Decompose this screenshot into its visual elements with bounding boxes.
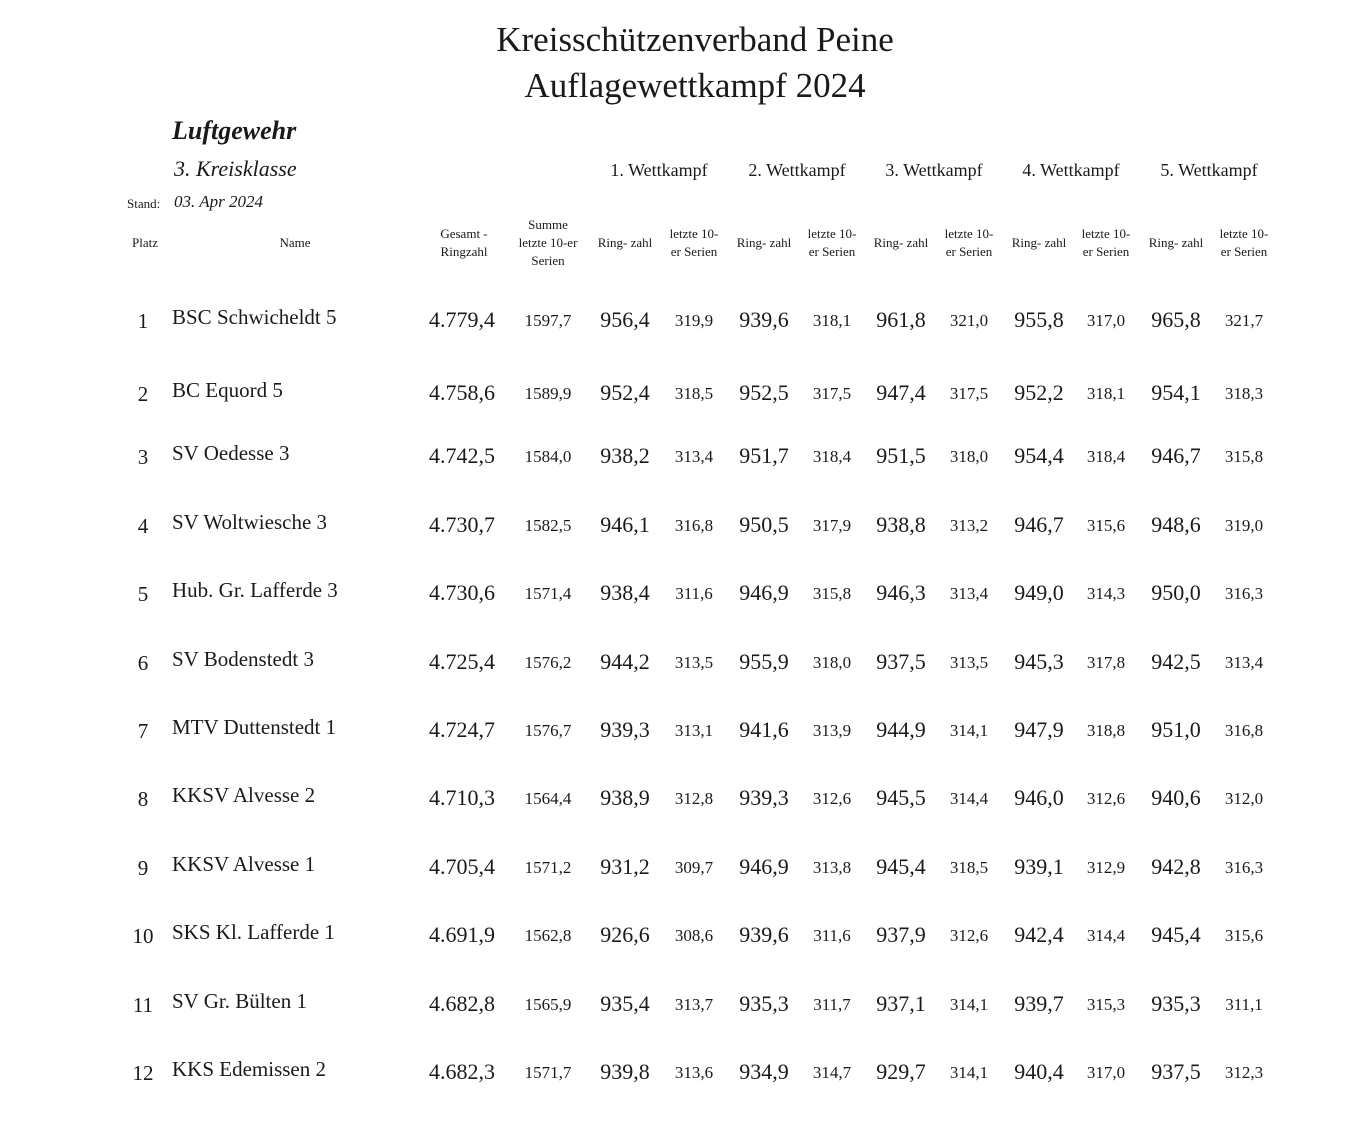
wettkampf-1-ringzahl-cell: 935,4 — [600, 991, 650, 1016]
wettkampf-5-ringzahl-cell: 954,1 — [1151, 380, 1201, 405]
wettkampf-5-ringzahl-cell: 935,3 — [1151, 991, 1201, 1016]
wettkampf-3-ringzahl-cell: 944,9 — [876, 717, 926, 742]
wettkampf-1-serien-cell: 316,8 — [674, 516, 714, 535]
summe-serien-cell: 1571,2 — [524, 858, 572, 877]
wettkampf-4-ringzahl-cell: 945,3 — [1014, 649, 1064, 674]
wettkampf-2-serien-cell: 317,5 — [812, 384, 852, 403]
gesamt-ringzahl-cell: 4.682,3 — [429, 1059, 495, 1084]
wettkampf-3-ringzahl-cell: 937,9 — [876, 922, 926, 947]
summe-serien-cell: 1562,8 — [524, 926, 572, 945]
wettkampf-2-serien-cell: 313,8 — [812, 858, 852, 877]
wettkampf-1-serien-cell: 308,6 — [674, 926, 714, 945]
table-row — [0, 378, 1354, 418]
gesamt-ringzahl-cell: 4.682,8 — [429, 991, 495, 1016]
platz-cell: 2 — [137, 382, 149, 406]
col-header-ring-3: Ring- zahl — [873, 235, 929, 250]
col-header-serien-line2: er Serien — [670, 244, 718, 259]
wettkampf-5-serien-cell: 315,8 — [1224, 447, 1264, 466]
gesamt-ringzahl-cell: 4.779,4 — [429, 307, 495, 332]
wettkampf-4-serien-cell: 312,6 — [1086, 789, 1126, 808]
wettkampf-4-ringzahl-cell: 946,0 — [1014, 785, 1064, 810]
col-header-platz: Platz — [132, 235, 158, 250]
wettkampf-1-serien-cell: 313,7 — [674, 995, 714, 1014]
platz-cell: 9 — [137, 856, 149, 880]
wettkampf-5-ringzahl-cell: 951,0 — [1151, 717, 1201, 742]
wettkampf-5-serien-cell: 319,0 — [1224, 516, 1264, 535]
col-header-ring-1: Ring- zahl — [597, 235, 653, 250]
summe-serien-cell: 1564,4 — [524, 789, 572, 808]
wettkampf-4-serien-cell: 317,0 — [1086, 1063, 1126, 1082]
wettkampf-4-ringzahl-cell: 949,0 — [1014, 580, 1064, 605]
wettkampf-3-serien-cell: 313,5 — [949, 653, 989, 672]
wettkampf-4-ringzahl-cell: 955,8 — [1014, 307, 1064, 332]
wettkampf-1-ringzahl-cell: 938,4 — [600, 580, 650, 605]
wettkampf-3-serien-cell: 313,4 — [949, 584, 989, 603]
wettkampf-3-ringzahl-cell: 929,7 — [876, 1059, 926, 1084]
gesamt-ringzahl-cell: 4.710,3 — [429, 785, 495, 810]
wettkampf-4-ringzahl-cell: 940,4 — [1014, 1059, 1064, 1084]
col-header-gesamt-line1: Gesamt - — [440, 226, 488, 241]
wettkampf-5-ringzahl-cell: 940,6 — [1151, 785, 1201, 810]
stand-date: 03. Apr 2024 — [174, 192, 263, 211]
wettkampf-5-ringzahl-cell: 948,6 — [1151, 512, 1201, 537]
col-header-name: Name — [279, 235, 311, 250]
class-heading: 3. Kreisklasse — [174, 156, 297, 181]
wettkampf-1-ringzahl-cell: 931,2 — [600, 854, 650, 879]
wettkampf-2-ringzahl-cell: 955,9 — [739, 649, 789, 674]
wettkampf-1-serien-cell: 313,6 — [674, 1063, 714, 1082]
wettkampf-3-heading: 3. Wettkampf — [885, 160, 983, 180]
wettkampf-5-serien-cell: 316,3 — [1224, 584, 1264, 603]
wettkampf-3-serien-cell: 314,1 — [949, 721, 989, 740]
summe-serien-cell: 1576,7 — [524, 721, 572, 740]
col-header-summe-line2: letzte 10-er — [518, 235, 578, 250]
table-row — [0, 305, 1354, 345]
wettkampf-5-heading: 5. Wettkampf — [1160, 160, 1258, 180]
col-header-ring-4: Ring- zahl — [1011, 235, 1067, 250]
wettkampf-3-serien-cell: 314,1 — [949, 1063, 989, 1082]
page-title: Kreisschützenverband Peine — [496, 20, 894, 59]
summe-serien-cell: 1582,5 — [524, 516, 572, 535]
wettkampf-1-ringzahl-cell: 939,8 — [600, 1059, 650, 1084]
wettkampf-5-serien-cell: 318,3 — [1224, 384, 1264, 403]
col-header-gesamt-line2: Ringzahl — [440, 244, 488, 259]
platz-cell: 1 — [137, 309, 149, 333]
wettkampf-5-ringzahl-cell: 942,5 — [1151, 649, 1201, 674]
platz-cell: 4 — [137, 514, 149, 538]
wettkampf-3-ringzahl-cell: 938,8 — [876, 512, 926, 537]
wettkampf-4-serien-cell: 318,1 — [1086, 384, 1126, 403]
wettkampf-3-ringzahl-cell: 961,8 — [876, 307, 926, 332]
platz-cell: 12 — [132, 1061, 154, 1085]
wettkampf-1-serien-cell: 312,8 — [674, 789, 714, 808]
summe-serien-cell: 1589,9 — [524, 384, 572, 403]
wettkampf-5-ringzahl-cell: 965,8 — [1151, 307, 1201, 332]
stand-label: Stand: — [127, 196, 161, 211]
wettkampf-3-ringzahl-cell: 937,5 — [876, 649, 926, 674]
col-header-summe-line3: Serien — [531, 253, 565, 268]
wettkampf-5-serien-cell: 316,3 — [1224, 858, 1264, 877]
wettkampf-4-heading: 4. Wettkampf — [1022, 160, 1120, 180]
table-row — [0, 441, 1354, 481]
wettkampf-2-heading: 2. Wettkampf — [748, 160, 846, 180]
team-name-cell: MTV Duttenstedt 1 — [172, 715, 337, 739]
table-row — [0, 1057, 1354, 1097]
gesamt-ringzahl-cell: 4.758,6 — [429, 380, 495, 405]
wettkampf-3-ringzahl-cell: 945,4 — [876, 854, 926, 879]
wettkampf-5-serien-cell: 315,6 — [1224, 926, 1264, 945]
wettkampf-4-serien-cell: 315,6 — [1086, 516, 1126, 535]
col-header-serien-line2: er Serien — [808, 244, 856, 259]
wettkampf-2-serien-cell: 315,8 — [812, 584, 852, 603]
wettkampf-3-serien-cell: 313,2 — [949, 516, 989, 535]
wettkampf-2-ringzahl-cell: 951,7 — [739, 443, 789, 468]
gesamt-ringzahl-cell: 4.730,7 — [429, 512, 495, 537]
wettkampf-5-serien-cell: 321,7 — [1224, 311, 1264, 330]
gesamt-ringzahl-cell: 4.691,9 — [429, 922, 495, 947]
wettkampf-2-ringzahl-cell: 939,3 — [739, 785, 789, 810]
col-header-serien-line1: letzte 10- — [1219, 226, 1269, 241]
page-subtitle: Auflagewettkampf 2024 — [524, 66, 866, 105]
gesamt-ringzahl-cell: 4.725,4 — [429, 649, 495, 674]
wettkampf-5-ringzahl-cell: 937,5 — [1151, 1059, 1201, 1084]
wettkampf-4-serien-cell: 314,4 — [1086, 926, 1126, 945]
wettkampf-1-serien-cell: 309,7 — [674, 858, 714, 877]
wettkampf-3-ringzahl-cell: 951,5 — [876, 443, 926, 468]
col-header-serien-line2: er Serien — [945, 244, 993, 259]
wettkampf-3-serien-cell: 317,5 — [949, 384, 989, 403]
wettkampf-3-ringzahl-cell: 947,4 — [876, 380, 926, 405]
wettkampf-5-serien-cell: 312,3 — [1224, 1063, 1264, 1082]
team-name-cell: SV Woltwiesche 3 — [172, 510, 328, 534]
wettkampf-1-ringzahl-cell: 946,1 — [600, 512, 650, 537]
gesamt-ringzahl-cell: 4.705,4 — [429, 854, 495, 879]
wettkampf-3-serien-cell: 318,5 — [949, 858, 989, 877]
wettkampf-4-serien-cell: 317,8 — [1086, 653, 1126, 672]
table-row — [0, 852, 1354, 892]
wettkampf-4-serien-cell: 318,4 — [1086, 447, 1126, 466]
team-name-cell: SV Gr. Bülten 1 — [172, 989, 307, 1013]
wettkampf-3-serien-cell: 312,6 — [949, 926, 989, 945]
table-row — [0, 647, 1354, 687]
summe-serien-cell: 1571,4 — [524, 584, 572, 603]
wettkampf-5-ringzahl-cell: 946,7 — [1151, 443, 1201, 468]
team-name-cell: SKS Kl. Lafferde 1 — [172, 920, 335, 944]
wettkampf-1-heading: 1. Wettkampf — [610, 160, 708, 180]
col-header-serien-line1: letzte 10- — [669, 226, 719, 241]
wettkampf-2-ringzahl-cell: 939,6 — [739, 307, 789, 332]
wettkampf-5-serien-cell: 313,4 — [1224, 653, 1264, 672]
wettkampf-1-ringzahl-cell: 926,6 — [600, 922, 650, 947]
wettkampf-1-ringzahl-cell: 939,3 — [600, 717, 650, 742]
wettkampf-2-serien-cell: 318,4 — [812, 447, 852, 466]
discipline-heading: Luftgewehr — [172, 116, 297, 145]
wettkampf-5-ringzahl-cell: 942,8 — [1151, 854, 1201, 879]
wettkampf-1-ringzahl-cell: 944,2 — [600, 649, 650, 674]
wettkampf-4-serien-cell: 314,3 — [1086, 584, 1126, 603]
wettkampf-3-ringzahl-cell: 937,1 — [876, 991, 926, 1016]
wettkampf-4-ringzahl-cell: 942,4 — [1014, 922, 1064, 947]
platz-cell: 7 — [137, 719, 149, 743]
gesamt-ringzahl-cell: 4.724,7 — [429, 717, 495, 742]
wettkampf-4-ringzahl-cell: 954,4 — [1014, 443, 1064, 468]
wettkampf-1-serien-cell: 313,1 — [674, 721, 714, 740]
wettkampf-5-ringzahl-cell: 950,0 — [1151, 580, 1201, 605]
platz-cell: 8 — [137, 787, 149, 811]
wettkampf-2-ringzahl-cell: 939,6 — [739, 922, 789, 947]
table-row — [0, 989, 1354, 1029]
wettkampf-2-serien-cell: 311,7 — [813, 995, 851, 1014]
wettkampf-2-serien-cell: 313,9 — [812, 721, 852, 740]
wettkampf-3-serien-cell: 321,0 — [949, 311, 989, 330]
col-header-serien-line2: er Serien — [1082, 244, 1130, 259]
wettkampf-2-ringzahl-cell: 950,5 — [739, 512, 789, 537]
col-header-ring-5: Ring- zahl — [1148, 235, 1204, 250]
team-name-cell: KKSV Alvesse 1 — [172, 852, 316, 876]
wettkampf-2-serien-cell: 318,1 — [812, 311, 852, 330]
wettkampf-1-serien-cell: 311,6 — [675, 584, 713, 603]
col-header-ring-2: Ring- zahl — [736, 235, 792, 250]
col-header-serien-line1: letzte 10- — [807, 226, 857, 241]
wettkampf-2-ringzahl-cell: 941,6 — [739, 717, 789, 742]
wettkampf-2-ringzahl-cell: 946,9 — [739, 580, 789, 605]
wettkampf-1-ringzahl-cell: 938,9 — [600, 785, 650, 810]
wettkampf-4-ringzahl-cell: 939,1 — [1014, 854, 1064, 879]
wettkampf-2-serien-cell: 311,6 — [813, 926, 851, 945]
wettkampf-2-ringzahl-cell: 952,5 — [739, 380, 789, 405]
wettkampf-4-ringzahl-cell: 952,2 — [1014, 380, 1064, 405]
wettkampf-5-serien-cell: 316,8 — [1224, 721, 1264, 740]
wettkampf-3-serien-cell: 314,1 — [949, 995, 989, 1014]
wettkampf-2-serien-cell: 312,6 — [812, 789, 852, 808]
wettkampf-3-serien-cell: 314,4 — [949, 789, 989, 808]
platz-cell: 6 — [137, 651, 149, 675]
team-name-cell: BSC Schwicheldt 5 — [172, 305, 337, 329]
wettkampf-4-ringzahl-cell: 947,9 — [1014, 717, 1064, 742]
wettkampf-4-serien-cell: 312,9 — [1086, 858, 1126, 877]
table-row — [0, 920, 1354, 960]
wettkampf-1-ringzahl-cell: 938,2 — [600, 443, 650, 468]
wettkampf-5-ringzahl-cell: 945,4 — [1151, 922, 1201, 947]
wettkampf-1-serien-cell: 313,5 — [674, 653, 714, 672]
wettkampf-2-serien-cell: 317,9 — [812, 516, 852, 535]
col-header-serien-line1: letzte 10- — [1081, 226, 1131, 241]
gesamt-ringzahl-cell: 4.742,5 — [429, 443, 495, 468]
platz-cell: 11 — [132, 993, 154, 1017]
platz-cell: 10 — [132, 924, 154, 948]
summe-serien-cell: 1597,7 — [524, 311, 572, 330]
wettkampf-2-ringzahl-cell: 934,9 — [739, 1059, 789, 1084]
summe-serien-cell: 1576,2 — [524, 653, 572, 672]
summe-serien-cell: 1565,9 — [524, 995, 572, 1014]
wettkampf-1-ringzahl-cell: 952,4 — [600, 380, 650, 405]
col-header-summe-line1: Summe — [528, 217, 568, 232]
wettkampf-1-serien-cell: 318,5 — [674, 384, 714, 403]
platz-cell: 5 — [137, 582, 149, 606]
wettkampf-4-serien-cell: 315,3 — [1086, 995, 1126, 1014]
table-row — [0, 715, 1354, 755]
wettkampf-2-serien-cell: 318,0 — [812, 653, 852, 672]
wettkampf-5-serien-cell: 312,0 — [1224, 789, 1264, 808]
wettkampf-4-ringzahl-cell: 939,7 — [1014, 991, 1064, 1016]
team-name-cell: Hub. Gr. Lafferde 3 — [172, 578, 338, 602]
platz-cell: 3 — [137, 445, 149, 469]
summe-serien-cell: 1584,0 — [524, 447, 572, 466]
team-name-cell: SV Oedesse 3 — [172, 441, 290, 465]
team-name-cell: KKSV Alvesse 2 — [172, 783, 316, 807]
wettkampf-4-serien-cell: 317,0 — [1086, 311, 1126, 330]
wettkampf-2-ringzahl-cell: 946,9 — [739, 854, 789, 879]
col-header-serien-line1: letzte 10- — [944, 226, 994, 241]
wettkampf-2-serien-cell: 314,7 — [812, 1063, 852, 1082]
team-name-cell: BC Equord 5 — [172, 378, 283, 402]
wettkampf-1-ringzahl-cell: 956,4 — [600, 307, 650, 332]
wettkampf-4-ringzahl-cell: 946,7 — [1014, 512, 1064, 537]
table-row — [0, 783, 1354, 823]
col-header-serien-line2: er Serien — [1220, 244, 1268, 259]
gesamt-ringzahl-cell: 4.730,6 — [429, 580, 495, 605]
summe-serien-cell: 1571,7 — [524, 1063, 572, 1082]
wettkampf-4-serien-cell: 318,8 — [1086, 721, 1126, 740]
team-name-cell: SV Bodenstedt 3 — [172, 647, 314, 671]
wettkampf-3-ringzahl-cell: 945,5 — [876, 785, 926, 810]
wettkampf-1-serien-cell: 319,9 — [674, 311, 714, 330]
table-row — [0, 510, 1354, 550]
wettkampf-5-serien-cell: 311,1 — [1225, 995, 1263, 1014]
wettkampf-3-serien-cell: 318,0 — [949, 447, 989, 466]
team-name-cell: KKS Edemissen 2 — [172, 1057, 326, 1081]
table-row — [0, 578, 1354, 618]
wettkampf-2-ringzahl-cell: 935,3 — [739, 991, 789, 1016]
wettkampf-3-ringzahl-cell: 946,3 — [876, 580, 926, 605]
wettkampf-1-serien-cell: 313,4 — [674, 447, 714, 466]
